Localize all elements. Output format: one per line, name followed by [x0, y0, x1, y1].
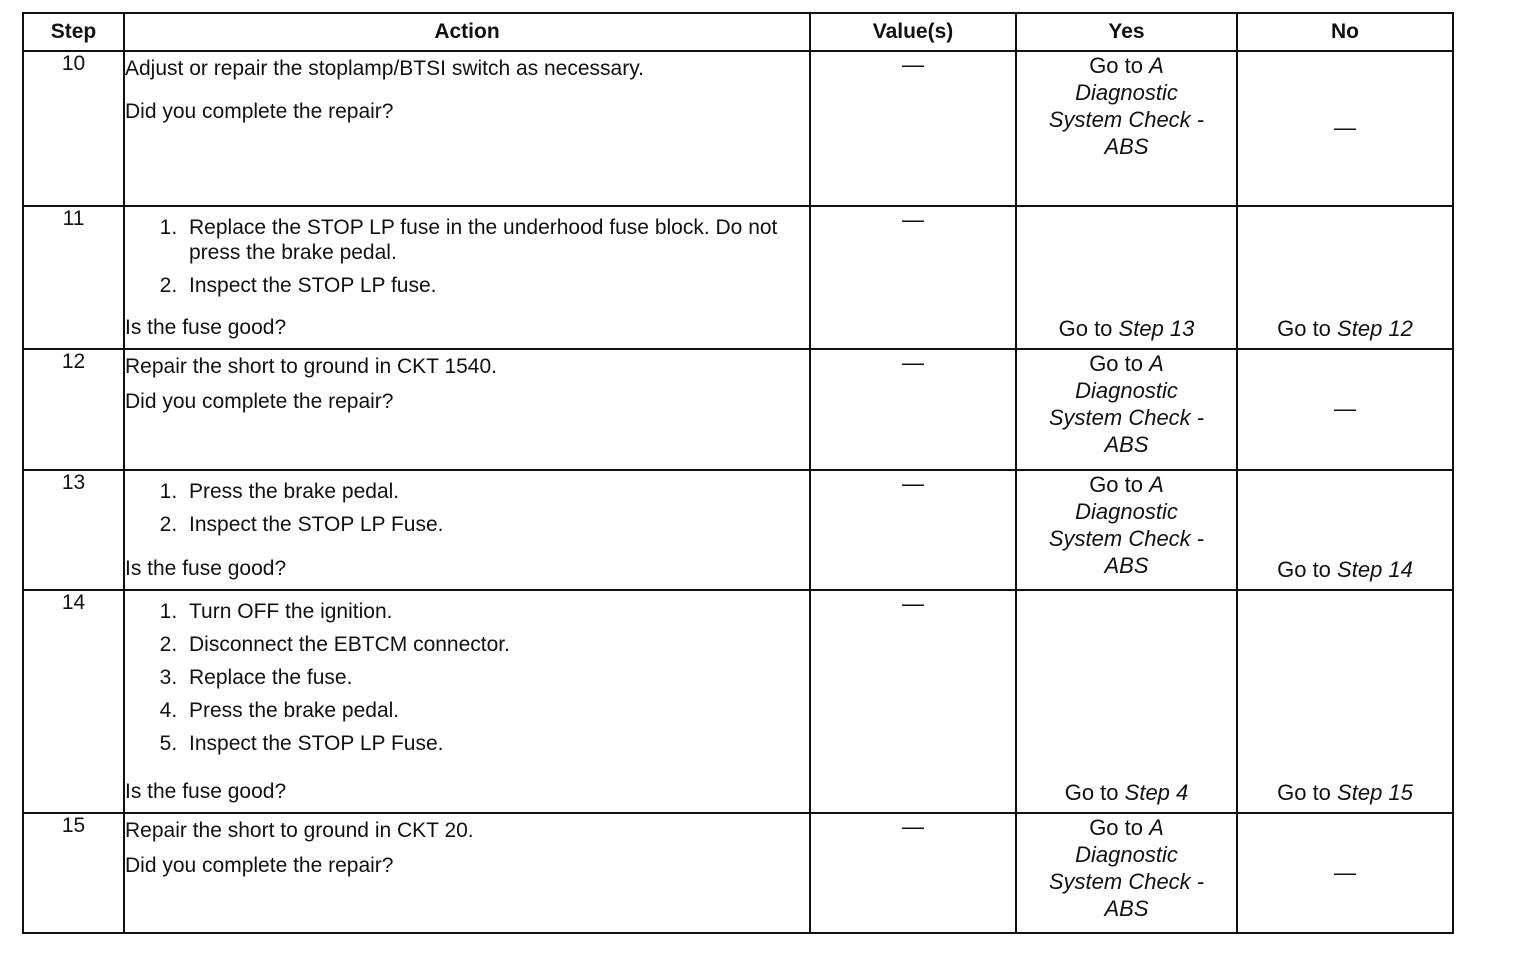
action-content: [125, 814, 809, 930]
step-number: 15: [23, 813, 124, 933]
action-step: 5. Inspect the STOP LP Fuse.: [183, 731, 809, 756]
value-cell: —: [810, 813, 1016, 933]
table-row: [23, 813, 1453, 933]
yes-goto: [1017, 779, 1236, 810]
no-cell: [1237, 206, 1453, 349]
value-cell: —: [810, 590, 1016, 813]
goto-prefix: Go to: [1089, 815, 1143, 840]
action-text: Repair the short to ground in CKT 1540.: [125, 355, 498, 378]
header-no: No: [1237, 13, 1453, 51]
no-content: [1238, 207, 1452, 346]
action-text: Repair the short to ground in CKT 20.: [125, 819, 474, 842]
yes-content: [1017, 471, 1236, 587]
action-content: [125, 471, 809, 587]
no-content: [1238, 591, 1452, 810]
table-row: [23, 51, 1453, 206]
action-cell: [124, 590, 810, 813]
goto-target: A Diagnostic System Check - ABS: [1048, 472, 1205, 578]
action-step: 1. Replace the STOP LP fuse in the underhood fuse block. Do not press the brake pedal.: [183, 215, 809, 265]
action-cell: [124, 51, 810, 206]
action-steps: [125, 599, 809, 764]
action-content: [125, 52, 809, 203]
yes-goto: [1017, 471, 1236, 579]
header-action: Action: [124, 13, 810, 51]
action-step: 3. Replace the fuse.: [183, 665, 809, 690]
diagnostic-table: [22, 12, 1454, 934]
yes-content: [1017, 207, 1236, 346]
goto-target: Step 13: [1118, 316, 1195, 341]
action-steps: [125, 215, 809, 306]
no-dash: —: [1334, 115, 1356, 140]
step-number: 14: [23, 590, 124, 813]
action-content: [125, 591, 809, 810]
action-step: 2. Disconnect the EBTCM connector.: [183, 632, 809, 657]
action-content: [125, 350, 809, 467]
yes-cell: [1016, 51, 1237, 206]
goto-prefix: Go to: [1089, 53, 1143, 78]
goto-target: Step 12: [1337, 316, 1413, 341]
no-content: [1238, 471, 1452, 587]
goto-prefix: Go to: [1277, 557, 1331, 582]
no-dash: —: [1334, 396, 1356, 421]
value-cell: —: [810, 51, 1016, 206]
no-cell: [1237, 349, 1453, 470]
value-cell: —: [810, 206, 1016, 349]
goto-target: A Diagnostic System Check - ABS: [1048, 53, 1205, 159]
yes-content: [1017, 591, 1236, 810]
action-question: Did you complete the repair?: [125, 854, 394, 877]
no-cell: [1237, 590, 1453, 813]
no-goto: [1238, 315, 1452, 346]
goto-prefix: Go to: [1089, 351, 1143, 376]
header-values: Value(s): [810, 13, 1016, 51]
step-number: 11: [23, 206, 124, 349]
table-row: [23, 470, 1453, 590]
yes-goto: [1017, 315, 1236, 346]
goto-prefix: Go to: [1277, 780, 1331, 805]
yes-cell: [1016, 813, 1237, 933]
yes-content: [1017, 814, 1236, 930]
no-cell: [1237, 813, 1453, 933]
goto-prefix: Go to: [1089, 472, 1143, 497]
action-steps: [125, 479, 809, 545]
goto-prefix: Go to: [1058, 316, 1113, 341]
yes-cell: [1016, 470, 1237, 590]
no-goto: [1238, 779, 1452, 810]
step-number: 10: [23, 51, 124, 206]
goto-prefix: Go to: [1064, 780, 1119, 805]
action-question: Is the fuse good?: [125, 316, 287, 339]
action-step: 2. Inspect the STOP LP Fuse.: [183, 512, 809, 537]
header-yes: Yes: [1016, 13, 1237, 51]
action-step: 1. Press the brake pedal.: [183, 479, 809, 504]
header-row: [23, 13, 1453, 51]
goto-target: Step 4: [1124, 780, 1189, 805]
action-text: Adjust or repair the stoplamp/BTSI switch as necessary.: [125, 57, 644, 80]
table-row: [23, 590, 1453, 813]
goto-target: A Diagnostic System Check - ABS: [1048, 351, 1205, 457]
yes-content: [1017, 350, 1236, 467]
table-row: [23, 349, 1453, 470]
yes-goto: [1017, 350, 1236, 458]
no-goto: [1238, 556, 1452, 587]
action-cell: [124, 813, 810, 933]
no-dash: —: [1334, 859, 1356, 885]
goto-prefix: Go to: [1277, 316, 1331, 341]
action-question: Did you complete the repair?: [125, 390, 394, 413]
value-cell: —: [810, 349, 1016, 470]
yes-goto: [1017, 814, 1236, 922]
value-cell: —: [810, 470, 1016, 590]
action-cell: [124, 349, 810, 470]
action-question: Did you complete the repair?: [125, 100, 394, 123]
action-step: 4. Press the brake pedal.: [183, 698, 809, 723]
yes-goto: [1017, 52, 1236, 160]
yes-cell: [1016, 590, 1237, 813]
goto-target: A Diagnostic System Check - ABS: [1048, 815, 1205, 921]
action-question: Is the fuse good?: [125, 557, 287, 580]
no-cell: [1237, 470, 1453, 590]
yes-cell: [1016, 206, 1237, 349]
goto-target: Step 15: [1337, 780, 1413, 805]
header-step: Step: [23, 13, 124, 51]
step-number: 12: [23, 349, 124, 470]
action-question: Is the fuse good?: [125, 780, 287, 803]
yes-cell: [1016, 349, 1237, 470]
step-number: 13: [23, 470, 124, 590]
yes-content: [1017, 52, 1236, 203]
action-step: 2. Inspect the STOP LP fuse.: [183, 273, 809, 298]
goto-target: Step 14: [1337, 557, 1413, 582]
no-cell: [1237, 51, 1453, 206]
action-step: 1. Turn OFF the ignition.: [183, 599, 809, 624]
action-cell: [124, 206, 810, 349]
table-row: [23, 206, 1453, 349]
action-content: [125, 207, 809, 346]
action-cell: [124, 470, 810, 590]
